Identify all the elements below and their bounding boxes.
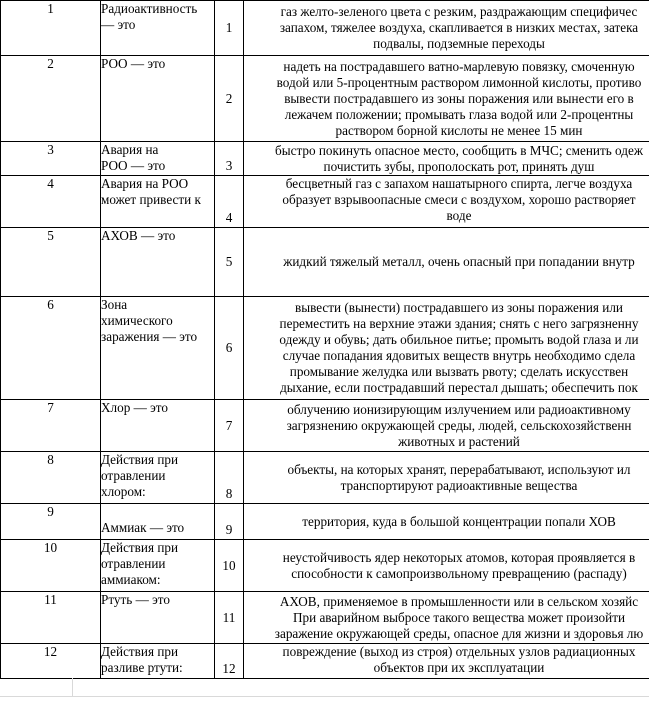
term-cell [101, 228, 215, 297]
definition-line: лежачем положении; промывать глаза водой или 2-процентны [284, 106, 634, 122]
definition-line: заражение окружающей среды, опасное для жизни и здоровья лю [274, 625, 644, 641]
term-cell [101, 592, 215, 644]
definition-line: переместить на верхние этажи здания; снять с него загрязненну [279, 316, 639, 331]
term-cell [101, 56, 215, 142]
table-row [1, 228, 649, 297]
definition-line: одежду и обувь; дать обильное питье; промыть водой глаза и ли [279, 332, 639, 347]
definition-number: 10 [215, 540, 244, 592]
term-line: может привести к [101, 192, 201, 207]
definition-number: 8 [215, 452, 244, 504]
term-cell [101, 176, 215, 228]
definition-number: 7 [215, 400, 244, 452]
definition-cell [244, 297, 649, 400]
definition-cell [244, 592, 649, 644]
term-line: — это [101, 17, 136, 32]
term-line: РОО — это [101, 56, 166, 71]
row-number: 12 [1, 644, 101, 679]
definition-line: газ желто-зеленого цвета с резким, раздражающим специфичес [280, 4, 638, 19]
definition-cell [244, 228, 649, 297]
row-number: 11 [1, 592, 101, 644]
definition-line: быстро покинуть опасное место, сообщить в МЧС; сменить одеж [275, 142, 643, 158]
definition-line: территория, куда в большой концентрации попали ХОВ [302, 513, 616, 529]
row-number: 9 [1, 504, 101, 540]
definition-number: 1 [215, 1, 244, 56]
table-row [1, 452, 649, 504]
definition-line: промывание желудка или вызвать рвоту; сделать искусствен [289, 364, 629, 379]
row-number: 1 [1, 1, 101, 56]
row-number: 7 [1, 400, 101, 452]
term-line: отравлении [101, 468, 166, 483]
table-row [1, 176, 649, 228]
term-cell [101, 400, 215, 452]
term-line: Хлор — это [101, 400, 168, 415]
definition-number: 2 [215, 56, 244, 142]
page-footer-guides [0, 678, 649, 723]
definition-line: объекты, на которых хранят, перерабатывают, используют ил [287, 461, 631, 477]
term-line: Действия при [101, 452, 179, 467]
definition-line: бесцветный газ с запахом нашатырного спирта, легче воздуха [285, 176, 633, 191]
table-row [1, 592, 649, 644]
row-number: 10 [1, 540, 101, 592]
definition-cell [244, 644, 649, 679]
definition-cell [244, 540, 649, 592]
table-row [1, 56, 649, 142]
definition-number: 3 [215, 142, 244, 176]
term-line: Зона [101, 297, 128, 312]
term-cell [101, 540, 215, 592]
definition-number: 11 [215, 592, 244, 644]
definition-line: способности к самопроизвольному превращению (распаду) [291, 565, 627, 581]
table-row [1, 1, 649, 56]
term-line: аммиаком: [101, 572, 161, 587]
definition-number: 6 [215, 297, 244, 400]
footer-cell-divider [72, 678, 73, 696]
definition-number: 9 [215, 504, 244, 540]
definition-line: надеть на пострадавшего ватно-марлевую повязку, смоченную [283, 58, 635, 74]
term-line: Действия при [101, 644, 179, 659]
definition-line: раствором борной кислоты не менее 15 мин [335, 122, 583, 138]
definition-cell [244, 142, 649, 176]
term-cell [101, 297, 215, 400]
row-number: 5 [1, 228, 101, 297]
definition-line: транспортируют радиоактивные вещества [340, 477, 578, 493]
definition-line: облучению ионизирующим излучением или радиоактивному [287, 401, 631, 417]
definition-line: случае попадания ядовитых веществ внутрь необходимо сдела [282, 348, 636, 363]
term-line: Радиоактивность [101, 1, 198, 16]
definition-line: загрязнению окружающей среды, людей, сельскохозяйственн [286, 417, 632, 433]
table-row [1, 644, 649, 679]
definition-line: воде [446, 208, 472, 223]
definition-line: запахом, тяжелее воздуха, скапливается в низких местах, затека [279, 20, 639, 35]
definition-number: 5 [215, 228, 244, 297]
footer-divider [0, 696, 649, 697]
term-line: Аммиак — это [101, 520, 185, 535]
definition-line: водой или 5-процентным раствором лимонной кислоты, противо [276, 74, 642, 90]
table-row [1, 142, 649, 176]
table-row [1, 297, 649, 400]
definition-number: 12 [215, 644, 244, 679]
term-line: Действия при [101, 540, 179, 555]
definition-line: почистить зубы, прополоскать рот, принять душ [323, 158, 595, 174]
definition-cell [244, 176, 649, 228]
term-line: заражения — это [101, 329, 198, 344]
definition-cell [244, 56, 649, 142]
term-line: Авария на [101, 142, 159, 157]
row-number: 4 [1, 176, 101, 228]
term-line: АХОВ — это [101, 228, 176, 243]
definition-cell [244, 400, 649, 452]
table-row [1, 540, 649, 592]
term-line: РОО — это [101, 158, 166, 173]
definition-cell [244, 504, 649, 540]
term-line [101, 504, 214, 520]
term-cell [101, 1, 215, 56]
definition-line: объектов при их эксплуатации [373, 660, 545, 675]
definition-line: вывести пострадавшего из зоны поражения или вынести его в [284, 90, 634, 106]
definition-line: повреждение (выход из строя) отдельных узлов радиационных [282, 644, 636, 659]
definition-number: 4 [215, 176, 244, 228]
definition-line: вывести (вынести) пострадавшего из зоны поражения или [294, 300, 623, 315]
term-cell [101, 504, 215, 540]
definition-line: образует взрывоопасные смеси с воздухом, хорошо растворяет [282, 192, 636, 207]
table-row [1, 400, 649, 452]
definition-line: неустойчивость ядер некоторых атомов, которая проявляется в [282, 549, 636, 565]
term-line: Авария на РОО [101, 176, 189, 191]
term-cell [101, 452, 215, 504]
term-line: химического [101, 313, 173, 328]
term-cell [101, 644, 215, 679]
definition-line: дыхание, если пострадавший перестал дышать; обеспечить пок [280, 380, 638, 395]
table-row [1, 504, 649, 540]
table-body [1, 1, 649, 679]
term-cell [101, 142, 215, 176]
definition-line: животных и растений [398, 433, 520, 449]
term-line: хлором: [101, 484, 146, 499]
term-line: Ртуть — это [101, 592, 170, 607]
definition-line: подвалы, подземные переходы [373, 36, 545, 51]
row-number: 3 [1, 142, 101, 176]
definition-cell [244, 452, 649, 504]
definition-line: жидкий тяжелый металл, очень опасный при попадании внутр [283, 254, 635, 269]
row-number: 2 [1, 56, 101, 142]
definition-line: АХОВ, применяемое в промышленности или в сельском хозяйс [279, 593, 639, 609]
row-number: 8 [1, 452, 101, 504]
row-number: 6 [1, 297, 101, 400]
term-line: разливе ртути: [101, 660, 183, 675]
definition-cell [244, 1, 649, 56]
term-line: отравлении [101, 556, 166, 571]
definition-line: При аварийном выбросе такого вещества может произойти [292, 609, 626, 625]
